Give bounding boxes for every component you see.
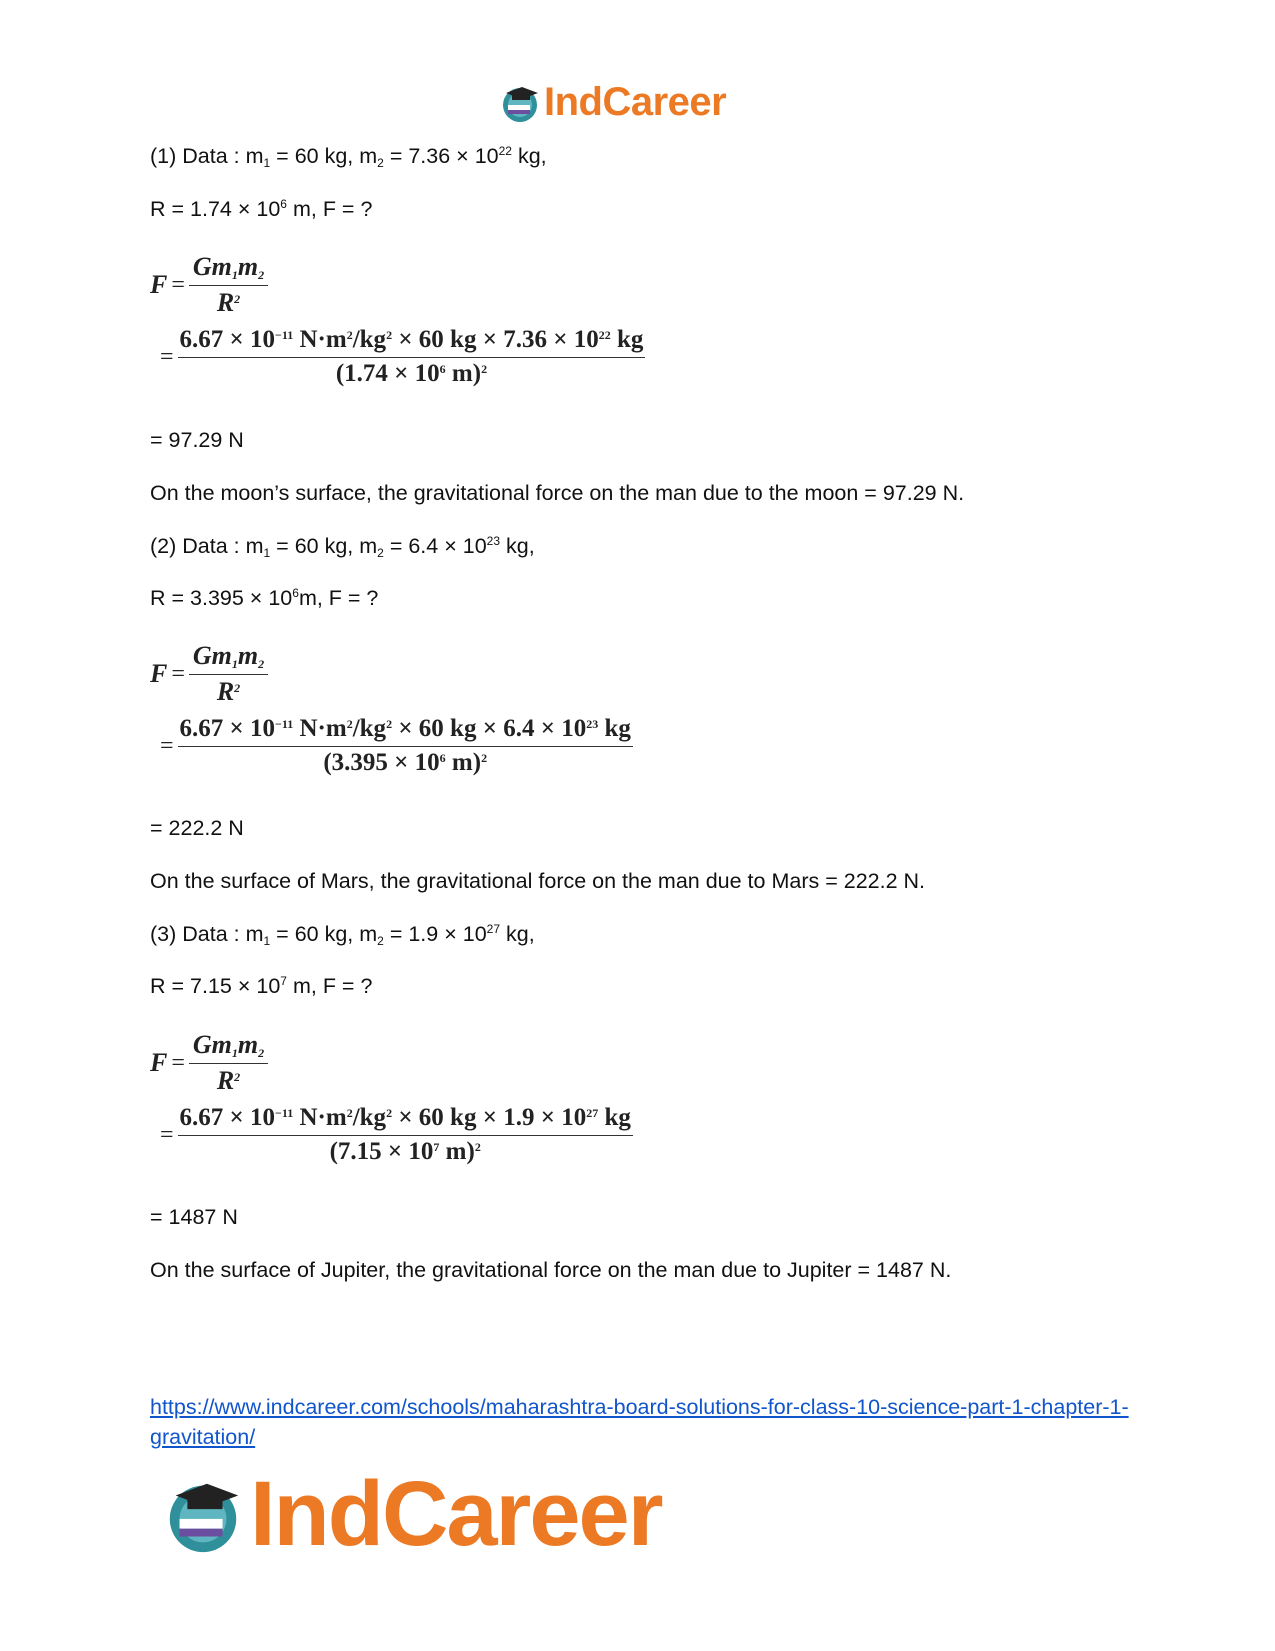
section-3-formula <box>150 1030 633 1166</box>
brand-logo-bottom <box>160 1462 662 1567</box>
section-1-data-line: (1) Data : $m_1 = 60$ kg, $m_2 = 7.36 \times 10^{22}$ kg, <box>150 144 547 170</box>
equals-sign: = <box>160 1121 174 1148</box>
section-2-conclusion: On the surface of Mars, the gravitational force on the man due to Mars = 222.2 N. <box>150 869 926 893</box>
equals-sign: = <box>160 343 174 370</box>
brand-logo-top <box>498 80 726 125</box>
section-3-conclusion: On the surface of Jupiter, the gravitational force on the man due to Jupiter = 1487 N. <box>150 1258 952 1282</box>
graduation-globe-icon <box>160 1472 246 1558</box>
section-1-r-line: $R = 1.74 \times 10^6$ m, F = ? <box>150 197 373 221</box>
equals-sign: = <box>171 660 185 687</box>
formula-lhs: F <box>150 1048 168 1077</box>
equals-sign: = <box>171 1049 185 1076</box>
equals-sign: = <box>171 271 185 298</box>
source-link[interactable]: https://www.indcareer.com/schools/maharashtra-board-solutions-for-class-10-science-part-1-chapter-1-gravitation/ <box>150 1395 1129 1449</box>
equals-sign: = <box>160 732 174 759</box>
section-1-formula <box>150 252 645 388</box>
numeric-fraction: $\frac{6.67 \times 10^{-11} N\cdot m^2/kg^2 \times 60 kg \times 7.36 \times 10^{22} kg}{(1.74 \times 10^6 m)^2}$ <box>179 326 644 387</box>
section-2-data-line: (2) Data : $m_1 = 60$ kg, $m_2 = 6.4 \times 10^{23}$ kg, <box>150 534 535 560</box>
section-3-data-line: (3) Data : $m_1 = 60$ kg, $m_2 = 1.9 \times 10^{27}$ kg, <box>150 922 535 948</box>
general-fraction: $\frac{Gm_1m_2}{R^2}$ <box>189 641 268 707</box>
formula-lhs: F <box>150 270 168 299</box>
numeric-fraction: $\frac{6.67 \times 10^{-11} N\cdot m^2/kg^2 \times 60 kg \times 6.4 \times 10^{23} kg}{(3.395 \times 10^6 m)^2}$ <box>179 715 631 776</box>
general-fraction: $\frac{Gm_1m_2}{R^2}$ <box>189 1030 268 1096</box>
brand-wordmark: IndCareer <box>544 80 727 124</box>
brand-wordmark: IndCareer <box>250 1463 662 1565</box>
section-2-result: = 222.2 N <box>150 816 244 840</box>
numeric-fraction: $\frac{6.67 \times 10^{-11} N\cdot m^2/kg^2 \times 60 kg \times 1.9 \times 10^{27} kg}{(7.15 \times 10^7 m)^2}$ <box>179 1104 631 1165</box>
section-1-result: = 97.29 N <box>150 428 244 452</box>
section-3-r-line: $R = 7.15 \times 10^7$ m, F = ? <box>150 974 373 998</box>
section-2-formula <box>150 641 633 777</box>
section-3-result: = 1487 N <box>150 1205 238 1229</box>
section-2-r-line: $R = 3.395 \times 10^6m$, F = ? <box>150 586 379 610</box>
graduation-globe-icon <box>498 81 542 125</box>
formula-lhs: F <box>150 659 168 688</box>
general-fraction: $\frac{Gm_1m_2}{R^2}$ <box>189 252 268 318</box>
section-1-conclusion: On the moon’s surface, the gravitational force on the man due to the moon = 97.29 N. <box>150 481 965 505</box>
